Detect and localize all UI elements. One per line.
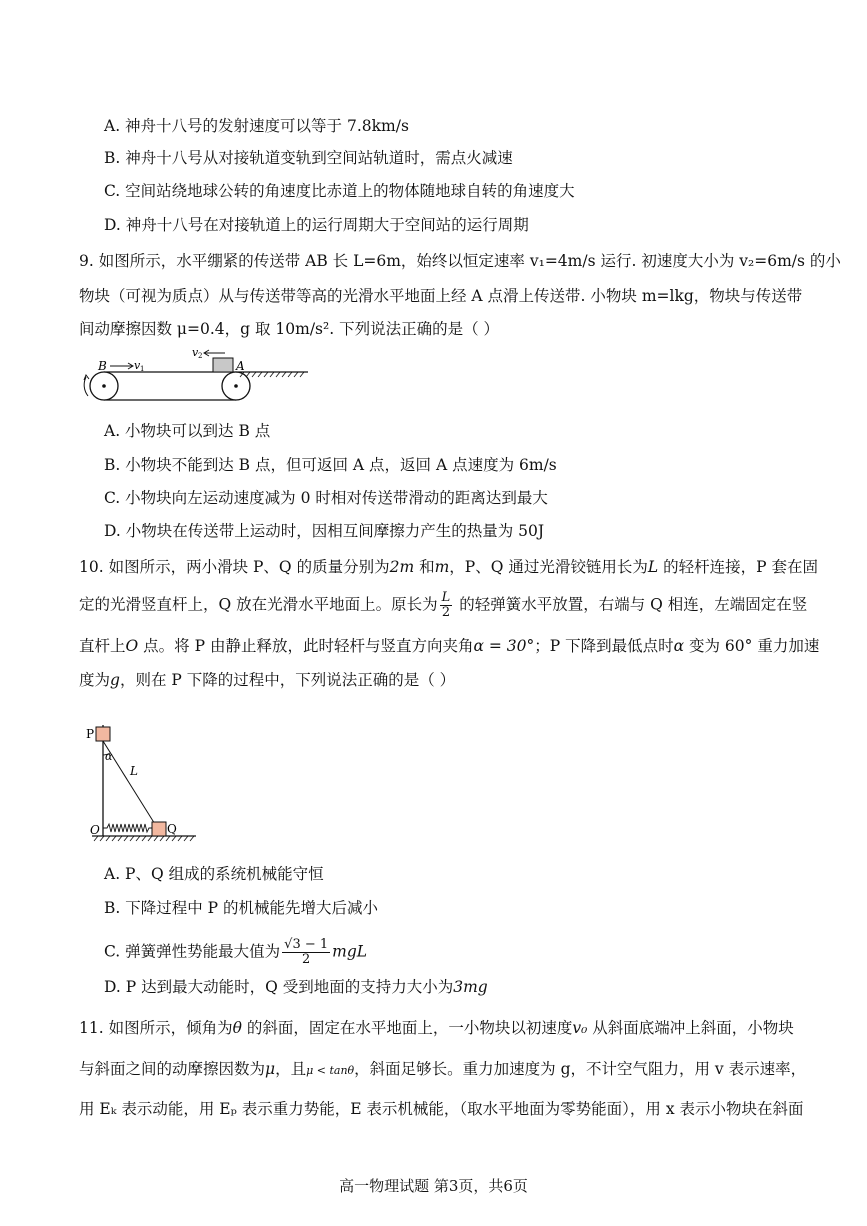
o-label: O (90, 823, 100, 837)
slider-p (96, 727, 110, 741)
q10-option-b: B. 下降过程中 P 的机械能先增大后减小 (104, 899, 379, 917)
q9-stem-line-2: 物块（可视为质点）从与传送带等高的光滑水平地面上经 A 点滑上传送带. 小物块 m=lkg，物块与传送带 (79, 287, 803, 305)
q11-stem-line-3: 用 Eₖ 表示动能，用 Eₚ 表示重力势能，E 表示机械能，（取水平地面为零势能面），用 x 表示小物块在斜面 (79, 1100, 804, 1118)
l-label: L (130, 764, 138, 778)
slider-rod-spring-figure (82, 715, 202, 850)
q10-option-a: A. P、Q 组成的系统机械能守恒 (104, 865, 324, 883)
v1-subscript: 1 (140, 365, 145, 373)
spring (103, 824, 152, 832)
q8-option-a: A. 神舟十八号的发射速度可以等于 7.8km/s (104, 117, 409, 135)
fraction-l-over-2: $\frac{L}{2}$ (441, 590, 451, 620)
q-label: Q (167, 822, 177, 836)
slider-q (152, 822, 166, 836)
v2-label: v (192, 346, 199, 359)
conveyor-belt-figure (74, 343, 314, 405)
point-a-label: A (236, 359, 245, 373)
point-b-label: B (98, 359, 107, 373)
fraction-sqrt3-minus-1-over-2: $\frac{√3 - 1}{2}$ (284, 937, 329, 967)
q8-option-c: C. 空间站绕地球公转的角速度比赤道上的物体随地球自转的角速度大 (104, 182, 575, 200)
q10-stem-line-2: 定的光滑竖直杆上，Q 放在光滑水平地面上。原长为 $\frac{L}{2}$ 的轻弹簧水平放置，右端与 Q 相连，左端固定在竖 (79, 590, 808, 620)
q8-option-d: D. 神舟十八号在对接轨道上的运行周期大于空间站的运行周期 (104, 216, 529, 234)
q10-option-c: C. 弹簧弹性势能最大值为 $\frac{√3 - 1}{2}$ mgL (104, 937, 368, 967)
page-footer: 高一物理试题 第3页，共6页 (339, 1177, 528, 1195)
q8-option-b: B. 神舟十八号从对接轨道变轨到空间站轨道时，需点火减速 (104, 149, 513, 167)
rotation-arrow-icon (84, 377, 88, 396)
q10-stem-line-3: 直杆上O 点。将 P 由静止释放，此时轻杆与竖直方向夹角α = 30°；P 下降到最低点时α 变为 60° 重力加速 (79, 637, 820, 655)
q9-option-b: B. 小物块不能到达 B 点，但可返回 A 点，返回 A 点速度为 6m/s (104, 456, 557, 474)
q10-option-d: D. P 达到最大动能时，Q 受到地面的支持力大小为3mg (104, 978, 488, 996)
v1-label: v (134, 359, 141, 372)
q9-stem-line-3: 间动摩擦因数 μ=0.4，g 取 10m/s². 下列说法正确的是（ ） (79, 320, 500, 338)
block (213, 358, 233, 372)
q11-stem-line-2: 与斜面之间的动摩擦因数为μ，且μ < tanθ，斜面足够长。重力加速度为 g，不计空气阻力，用 v 表示速率， (79, 1060, 807, 1078)
p-label: P (86, 727, 95, 741)
v2-subscript: 2 (198, 352, 203, 360)
q9-option-a: A. 小物块可以到达 B 点 (104, 422, 271, 440)
alpha-label: α (105, 750, 113, 763)
q10-stem-line-1: 10. 如图所示，两小滑块 P、Q 的质量分别为2m 和m，P、Q 通过光滑铰链用长为L 的轻杆连接，P 套在固 (79, 558, 818, 576)
q11-stem-line-1: 11. 如图所示，倾角为θ 的斜面，固定在水平地面上，一小物块以初速度v₀ 从斜面底端冲上斜面，小物块 (79, 1019, 794, 1037)
q9-option-c: C. 小物块向左运动速度减为 0 时相对传送带滑动的距离达到最大 (104, 489, 548, 507)
q9-stem-line-1: 9. 如图所示，水平绷紧的传送带 AB 长 L=6m，始终以恒定速率 v₁=4m/s 运行. 初速度大小为 v₂=6m/s 的小 (79, 252, 841, 270)
q9-option-d: D. 小物块在传送带上运动时，因相互间摩擦力产生的热量为 50J (104, 522, 545, 540)
q10-stem-line-4: 度为g，则在 P 下降的过程中，下列说法正确的是（ ） (79, 671, 456, 689)
